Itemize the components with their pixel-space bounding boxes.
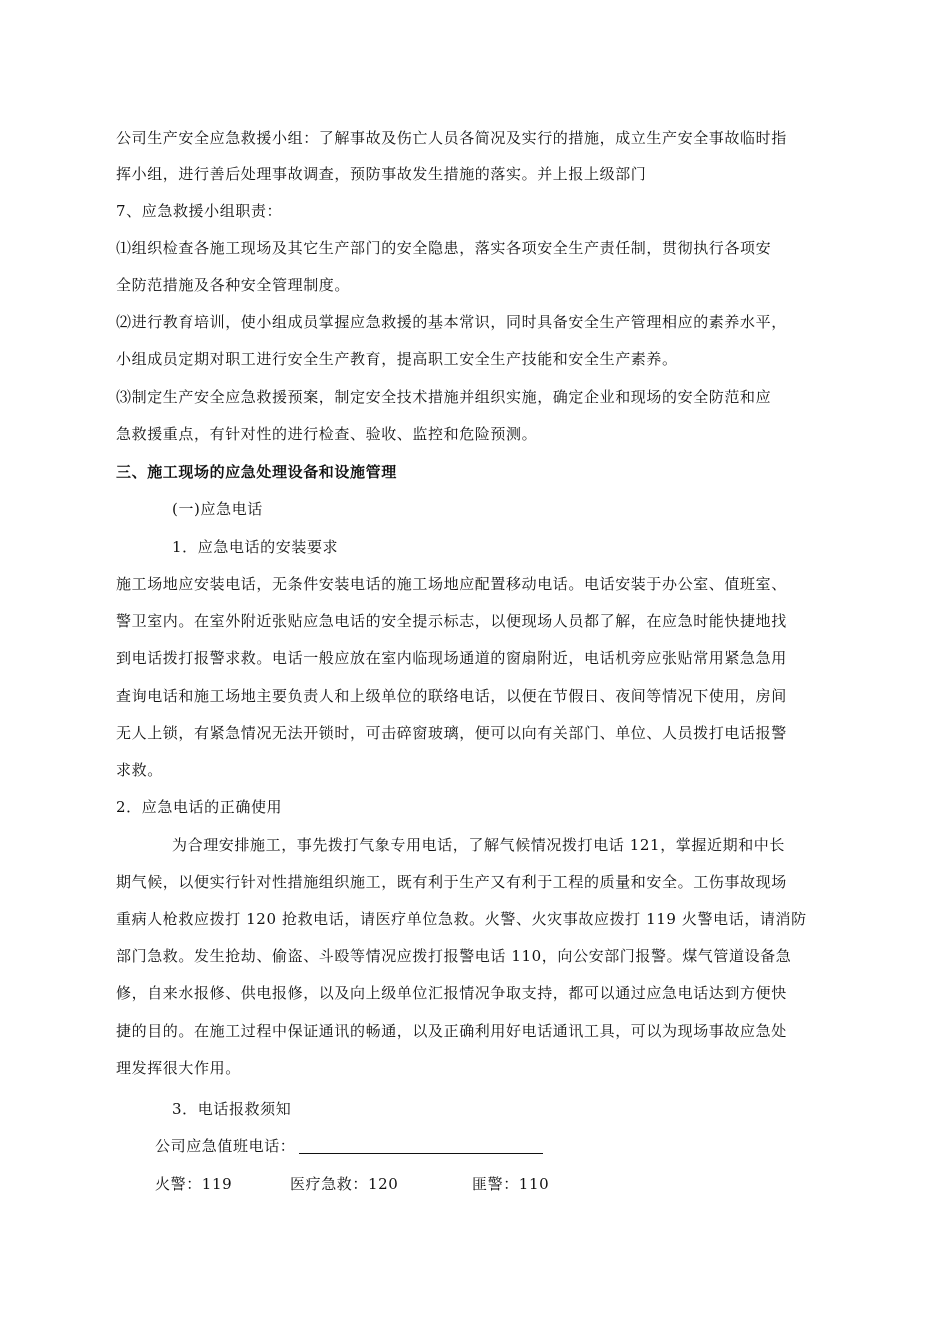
list-item-duty-3: ⑶制定生产安全应急救援预案，制定安全技术措施并组织实施，确定企业和现场的安全防范和应 [116, 388, 772, 406]
fire-number: 火警：119 [155, 1175, 233, 1193]
paragraph-line: 查询电话和施工场地主要负责人和上级单位的联络电话，以便在节假日、夜间等情况下使用，房间 [116, 687, 787, 705]
paragraph-line: 重病人枪救应拨打 120 抢救电话，请医疗单位急救。火警、火灾事故应拨打 119 火警电话，请消防 [116, 910, 807, 928]
list-item-duty-1: ⑴组织检查各施工现场及其它生产部门的安全隐患，落实各项安全生产责任制，贯彻执行各项安 [116, 239, 772, 257]
paragraph-line: 公司生产安全应急救援小组：了解事故及伤亡人员各简况及实行的措施，成立生产安全事故临时指 [116, 129, 787, 147]
list-item-duty-3-cont: 急救援重点，有针对性的进行检查、验收、监控和危险预测。 [116, 425, 538, 443]
paragraph-line: 为合理安排施工，事先拨打气象专用电话，了解气候情况拨打电话 121，掌握近期和中长 [172, 836, 786, 854]
list-item-duty-1-cont: 全防范措施及各种安全管理制度。 [116, 276, 351, 294]
medical-number: 医疗急救：120 [290, 1175, 399, 1193]
paragraph-line: 警卫室内。在室外附近张贴应急电话的安全提示标志，以便现场人员都了解，在应急时能快捷地找 [116, 612, 787, 630]
paragraph-line: 部门急救。发生抢劫、偷盗、斗殴等情况应拨打报警电话 110，向公安部门报警。煤气管道设备急 [116, 947, 792, 965]
paragraph-line: 施工场地应安装电话，无条件安装电话的施工场地应配置移动电话。电话安装于办公室、值班室、 [116, 575, 787, 593]
subsection-heading-emergency-phone: (一)应急电话 [172, 500, 263, 518]
section-heading-3: 三、施工现场的应急处理设备和设施管理 [116, 463, 397, 481]
paragraph-line: 理发挥很大作用。 [116, 1059, 241, 1077]
paragraph-line: 无人上锁，有紧急情况无法开锁时，可击碎窗玻璃，便可以向有关部门、单位、人员拨打电话报警 [116, 724, 787, 742]
section-heading-duties: 7、应急救援小组职责： [116, 202, 283, 220]
police-number: 匪警：110 [472, 1175, 550, 1193]
paragraph-line: 挥小组，进行善后处理事故调查，预防事故发生措施的落实。并上报上级部门 [116, 165, 647, 183]
paragraph-line: 到电话拨打报警求救。电话一般应放在室内临现场通道的窗扇附近，电话机旁应张贴常用紧急急用 [116, 649, 787, 667]
paragraph-line: 期气候，以便实行针对性措施组织施工，既有利于生产又有利于工程的质量和安全。工伤事故现场 [116, 873, 787, 891]
subheading-installation: 1．应急电话的安装要求 [172, 538, 339, 556]
list-item-duty-2: ⑵进行教育培训，使小组成员掌握应急救援的基本常识，同时具备安全生产管理相应的素养水平， [116, 313, 787, 331]
duty-phone-row [155, 1135, 543, 1157]
subheading-correct-use: 2．应急电话的正确使用 [116, 798, 283, 816]
subheading-call-notice: 3．电话报救须知 [172, 1100, 292, 1118]
paragraph-line: 修，自来水报修、供电报修，以及向上级单位汇报情况争取支持，都可以通过应急电话达到方便快 [116, 984, 787, 1002]
duty-phone-label: 公司应急值班电话： [155, 1137, 296, 1155]
paragraph-line: 捷的目的。在施工过程中保证通讯的畅通，以及正确利用好电话通讯工具，可以为现场事故应急处 [116, 1022, 787, 1040]
duty-phone-blank-line [299, 1137, 543, 1154]
paragraph-line: 求救。 [116, 761, 163, 779]
list-item-duty-2-cont: 小组成员定期对职工进行安全生产教育，提高职工安全生产技能和安全生产素养。 [116, 350, 678, 368]
